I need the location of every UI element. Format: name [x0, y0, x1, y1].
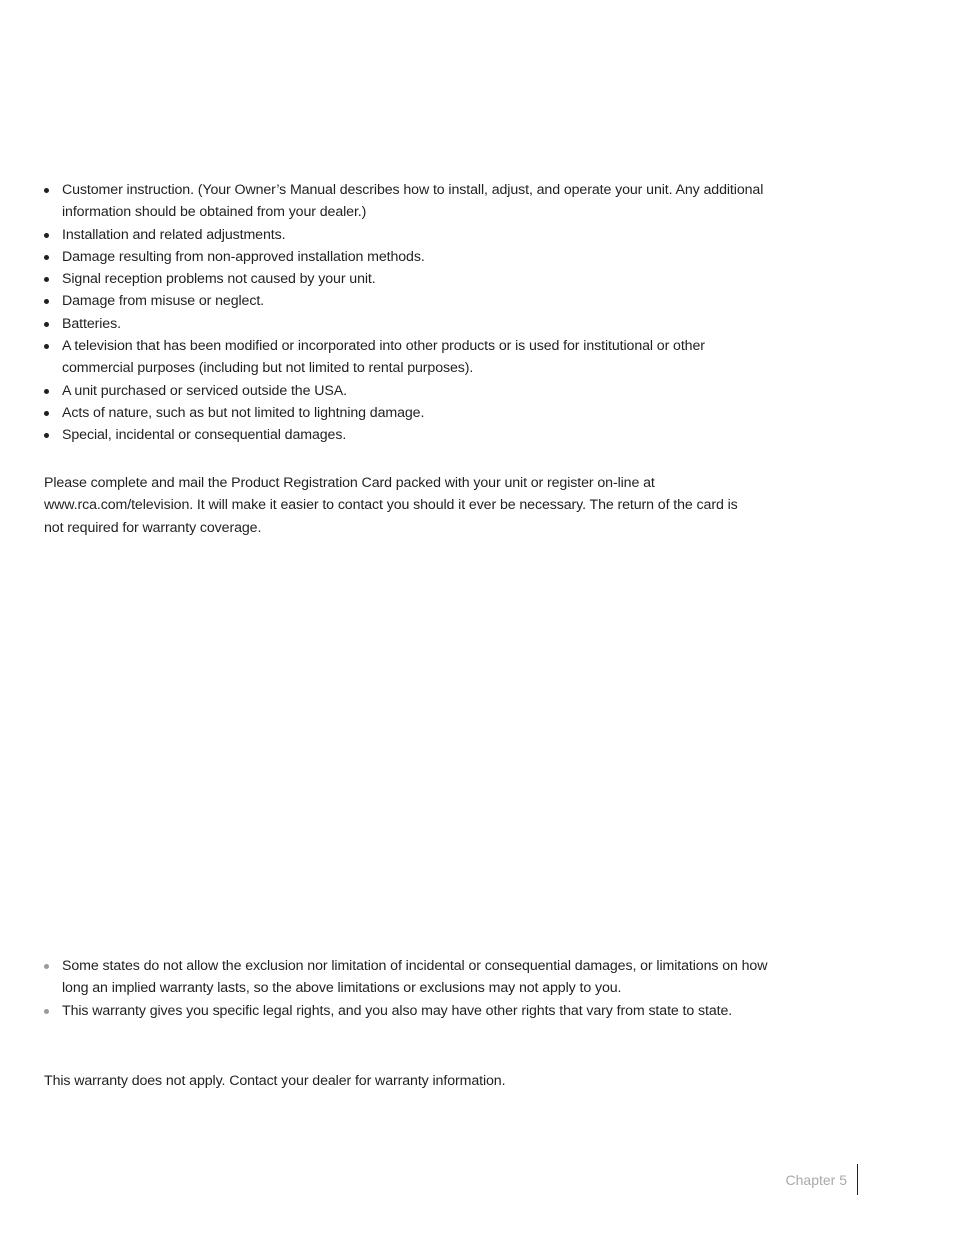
exclusion-text: A television that has been modified or incorporated into other products or is used for institutional or other commercial purposes (including but not limited to rental purposes). — [62, 338, 705, 377]
exclusion-text: A unit purchased or serviced outside the USA. — [62, 382, 347, 399]
bullet-icon — [44, 389, 49, 394]
state-law-list — [44, 955, 774, 1022]
bullet-icon — [44, 255, 49, 260]
chapter-label: Chapter 5 — [785, 1171, 847, 1188]
list-item — [44, 424, 764, 446]
list-item — [44, 1000, 774, 1022]
exclusion-text: Customer instruction. (Your Owner’s Manual describes how to install, adjust, and operate your unit. Any additional information should be obtained from your dealer.) — [62, 182, 764, 221]
bullet-icon — [44, 322, 49, 327]
bullet-icon — [44, 188, 49, 193]
list-item — [44, 179, 764, 224]
exclusion-text: Acts of nature, such as but not limited to lightning damage. — [62, 404, 425, 421]
outside-usa-paragraph: This warranty does not apply. Contact your dealer for warranty information. — [44, 1073, 506, 1089]
warranty-exclusions-list — [44, 179, 764, 447]
exclusion-text: Installation and related adjustments. — [62, 226, 286, 243]
bullet-icon — [44, 433, 49, 438]
state-law-text: Some states do not allow the exclusion nor limitation of incidental or consequential damages, or limitations on how long an implied warranty lasts, so the above limitations or exclusions may not apply to you. — [62, 958, 768, 997]
list-item — [44, 290, 764, 312]
page-footer — [786, 1164, 858, 1195]
bullet-icon — [44, 1009, 49, 1014]
bullet-icon — [44, 964, 49, 969]
exclusion-text: Damage resulting from non-approved installation methods. — [62, 248, 425, 265]
footer-divider — [857, 1164, 858, 1195]
exclusion-text: Special, incidental or consequential damages. — [62, 427, 347, 444]
list-item — [44, 335, 764, 380]
list-item — [44, 380, 764, 402]
list-item — [44, 224, 764, 246]
exclusion-text: Signal reception problems not caused by your unit. — [62, 271, 376, 288]
bullet-icon — [44, 411, 49, 416]
state-law-text: This warranty gives you specific legal rights, and you also may have other rights that vary from state to state. — [62, 1002, 733, 1019]
exclusion-text: Damage from misuse or neglect. — [62, 293, 265, 310]
list-item — [44, 246, 764, 268]
registration-paragraph: Please complete and mail the Product Registration Card packed with your unit or register on-line at www.rca.com/television. It will make it easier to contact you should it ever be necessary. The return of the card is not required for warranty coverage. — [44, 475, 738, 536]
bullet-icon — [44, 344, 49, 349]
list-item — [44, 268, 764, 290]
list-item — [44, 955, 774, 1000]
exclusion-text: Batteries. — [62, 315, 121, 332]
bullet-icon — [44, 233, 49, 238]
list-item — [44, 402, 764, 424]
list-item — [44, 313, 764, 335]
bullet-icon — [44, 277, 49, 282]
bullet-icon — [44, 299, 49, 304]
